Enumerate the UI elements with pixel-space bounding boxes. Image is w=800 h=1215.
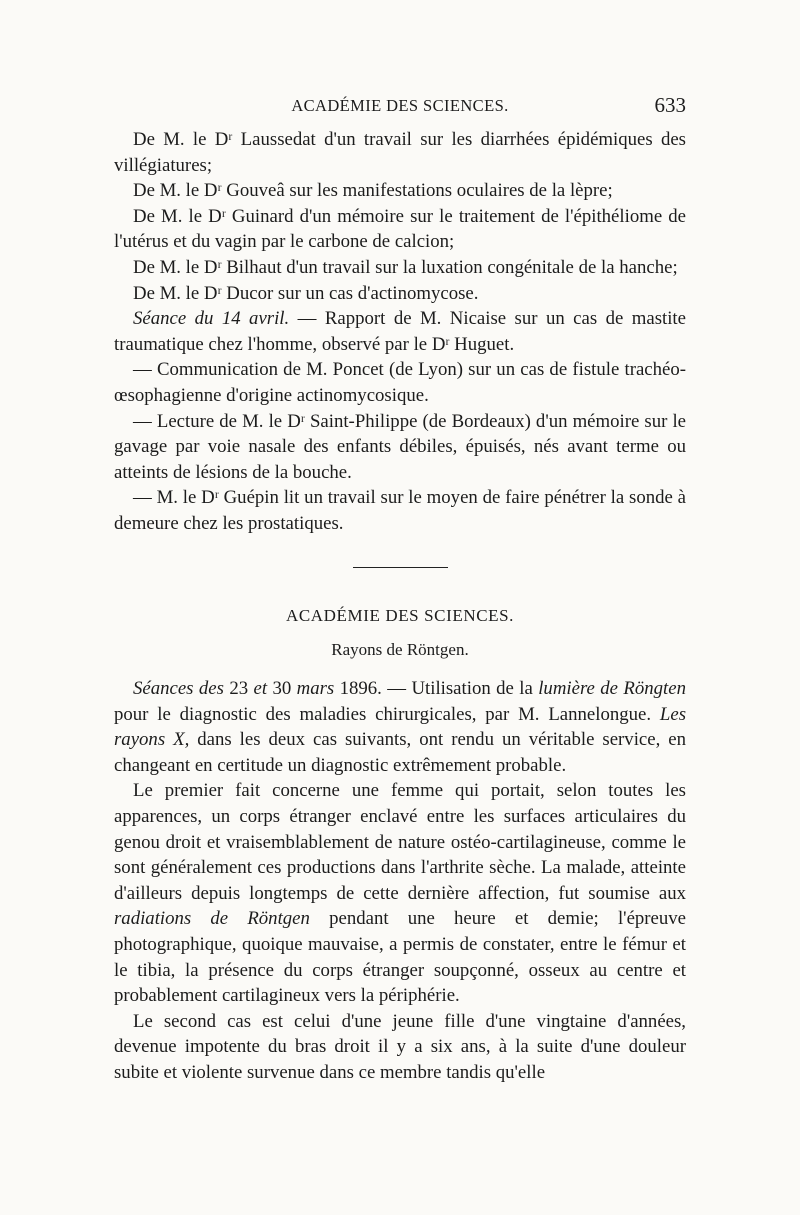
seance-text: — Rapport de M. Nicaise sur un cas de mastite traumatique chez l'homme, observé par le Dʳ Huguet. [114,308,686,355]
paragraph-poncet: — Communication de M. Poncet (de Lyon) sur un cas de fistule trachéo-œsophagienne d'origine actinomycosique. [114,359,686,406]
conjunction: et [253,678,268,699]
running-head [114,93,686,122]
paragraph-saint-philippe: — Lecture de M. le Dʳ Saint-Philippe (de Bordeaux) d'un mémoire sur le gavage par voie nasale des enfants débiles, épuisés, nés avant terme ou atteints de lésions de la bouche. [114,410,686,483]
paragraph-guepin: — M. le Dʳ Guépin lit un travail sur le moyen de faire pénétrer la sonde à demeure chez les prostatiques. [114,487,686,534]
paragraph-seance-14-avril [114,306,686,357]
paragraph-second-cas: Le second cas est celui d'une jeune fille d'une vingtaine d'années, devenue impotente du bras droit il y a six ans, à la suite d'une douleur subite et violente survenue dans ce membre tandis qu'elle [114,1010,686,1083]
paragraph-guinard: De M. le Dʳ Guinard d'un mémoire sur le traitement de l'épithéliome de l'utérus et du vagin par le carbone de calcion; [114,205,686,253]
lumiere-title: lumière de Röngten [538,678,686,699]
running-title: ACADÉMIE DES SCIENCES. [291,96,509,115]
paragraph-premier-fait [114,778,686,1008]
paragraph-gouvea: De M. le Dʳ Gouveâ sur les manifestations oculaires de la lèpre; [133,180,613,202]
day-30: 30 [267,678,297,699]
p1-text-3: dans les deux cas suivants, ont rendu un véritable service, en changeant en certitude un diagnostic extrêmement probable. [114,729,686,776]
radiations-title: radiations de Röntgen [114,908,310,930]
day-23: 23 [223,678,254,699]
paragraph-ducor: De M. le Dʳ Ducor sur un cas d'actinomycose. [133,282,479,304]
p2-text-1: Le premier fait concerne une femme qui portait, selon toutes les apparences, un corps étranger enclavé entre les surfaces articulaires du genou droit et vraisemblablement de nature ostéo-cartilagineuse, comme le sont généralement ces productions dans l'arthrite sèche. La malade, atteinte d'ailleurs depuis longtemps de cette dernière affection, fut soumise aux [114,780,686,904]
section-divider [353,567,448,568]
paragraph-laussedat: De M. le Dʳ Laussedat d'un travail sur les diarrhées épidémiques des villégiatures; [114,129,686,176]
section-title: ACADÉMIE DES SCIENCES. [285,606,515,625]
paragraph-seances-mars [114,676,686,778]
seances-label: Séances des [133,678,224,699]
page-number: 633 [654,93,686,117]
roentgen-block [114,676,686,1086]
rayons-x: Les rayons X, [114,703,686,751]
p2-text-2: pendant une heure et demie; l'épreuve photographique, quoique mauvaise, a permis de constater, entre le fémur et le tibia, la présence du corps étranger soupçonné, osseux au centre et probablement cartilagineux vers la périphérie. [114,908,686,1007]
section-subtitle: Rayons de Röntgen. [331,640,469,659]
p1-text-1: 1896. — Utilisation de la [334,678,539,699]
communications-block [114,127,686,537]
seance-date: Séance du 14 avril. [133,308,290,330]
paragraph-bilhaut: De M. le Dʳ Bilhaut d'un travail sur la luxation congénitale de la hanche; [133,256,678,278]
month: mars [296,678,335,699]
p1-text-2: pour le diagnostic des maladies chirurgicales, par M. Lannelongue. [114,703,660,725]
